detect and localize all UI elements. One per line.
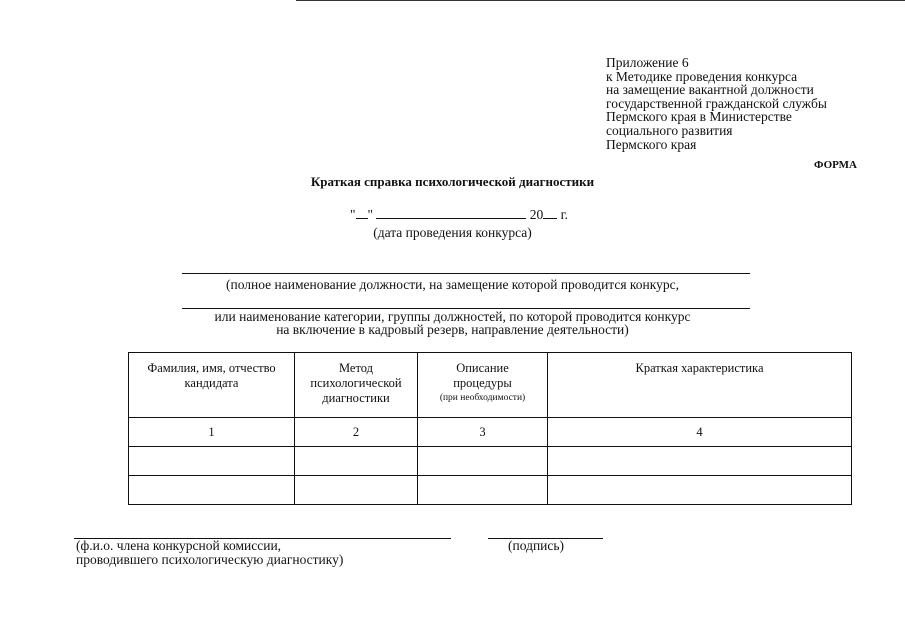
quote-close: " xyxy=(367,207,374,222)
table-number-row xyxy=(129,418,852,447)
table-cell xyxy=(129,447,295,476)
appendix-line: Приложение 6 xyxy=(606,55,689,70)
form-label: ФОРМА xyxy=(814,159,857,171)
position-rule-1 xyxy=(182,273,750,274)
top-border-line xyxy=(296,0,905,1)
diagnostics-table xyxy=(128,352,852,505)
appendix-line: государственной гражданской службы xyxy=(606,95,827,111)
date-line xyxy=(350,207,568,223)
position-caption-1: (полное наименование должности, на замещение которой проводится конкурс, xyxy=(225,277,680,292)
appendix-line: на замещение вакантной должности xyxy=(606,82,814,98)
sign-caption: (подпись) xyxy=(508,538,565,553)
table-row xyxy=(129,476,852,505)
document-title: Краткая справка психологической диагностики xyxy=(310,174,595,189)
column-number: 2 xyxy=(295,418,418,447)
table-cell xyxy=(295,447,418,476)
appendix-line: Пермского края xyxy=(606,136,697,152)
year-prefix: 20 xyxy=(529,207,544,222)
table-cell xyxy=(548,476,852,505)
month-blank xyxy=(376,217,526,219)
table-cell xyxy=(418,447,548,476)
table-cell xyxy=(129,476,295,505)
year-blank xyxy=(543,217,557,219)
column-number: 4 xyxy=(548,418,852,447)
table-cell xyxy=(418,476,548,505)
position-caption-3: на включение в кадровый резерв, направление деятельности) xyxy=(276,322,629,337)
header-procedure: Описание процедуры (при необходимости) xyxy=(418,353,548,418)
date-caption: (дата проведения конкурса) xyxy=(373,225,532,240)
appendix-line: социального развития xyxy=(606,122,733,138)
header-characteristic: Краткая характеристика xyxy=(548,353,852,418)
header-method: Метод психологической диагностики xyxy=(295,353,418,418)
header-candidate-name: Фамилия, имя, отчество кандидата xyxy=(129,353,295,418)
position-caption-2: или наименование категории, группы должностей, по которой проводится конкурс xyxy=(214,309,691,324)
table-row xyxy=(129,447,852,476)
table-cell xyxy=(295,476,418,505)
appendix-line: Пермского края в Министерстве xyxy=(606,109,792,125)
appendix-line: к Методике проведения конкурса xyxy=(606,68,798,84)
table-header-row xyxy=(129,353,852,418)
column-number: 1 xyxy=(129,418,295,447)
column-number: 3 xyxy=(418,418,548,447)
table-cell xyxy=(548,447,852,476)
appendix-block xyxy=(606,56,827,151)
year-suffix: г. xyxy=(560,207,569,222)
day-blank xyxy=(356,217,368,219)
quote-open: " xyxy=(350,207,356,222)
fio-caption: (ф.и.о. члена конкурсной комиссии, проводившего психологическую диагностику) xyxy=(76,538,344,567)
